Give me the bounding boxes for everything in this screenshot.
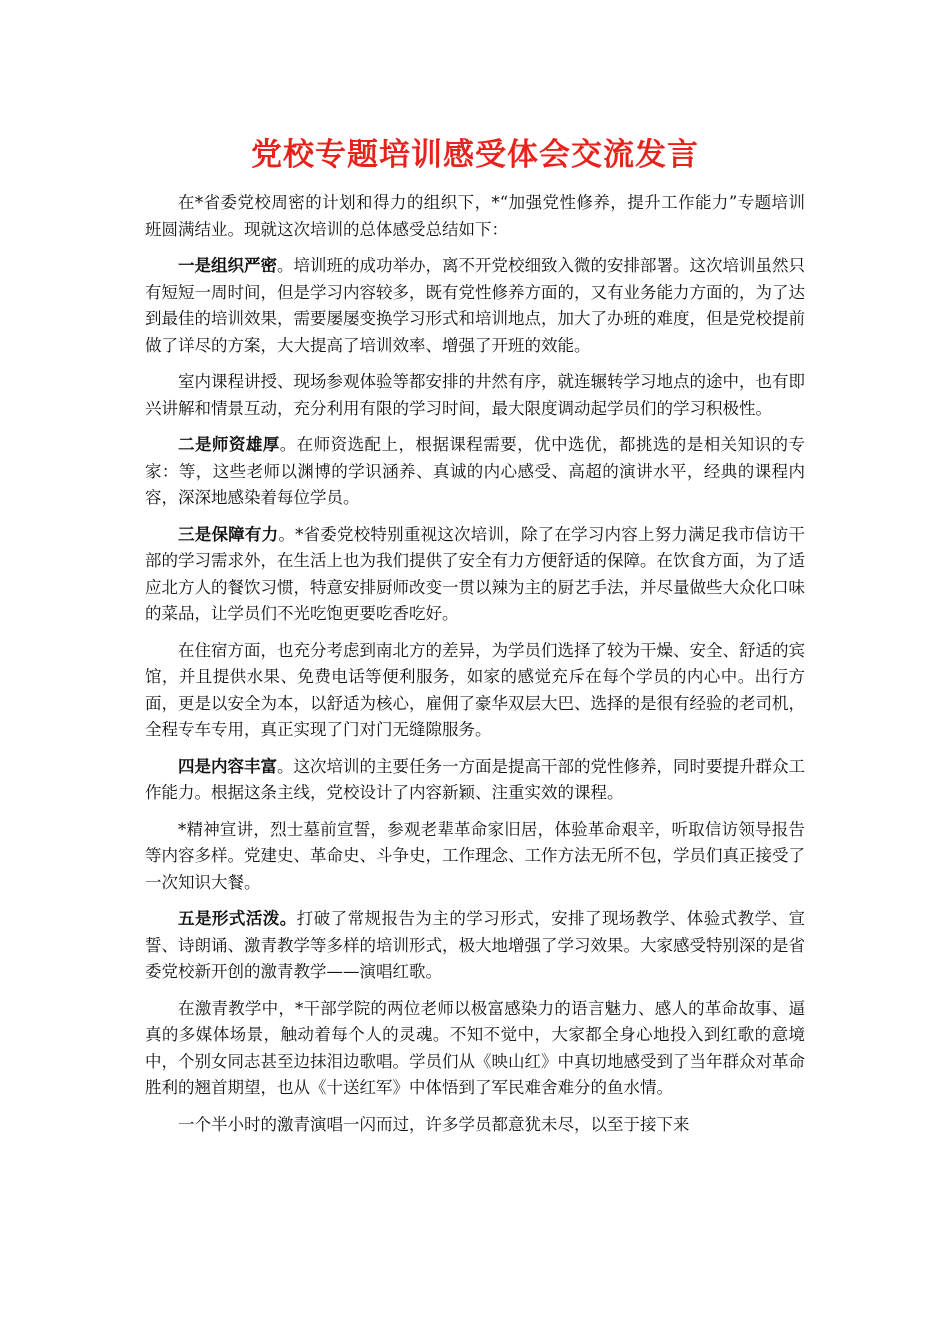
paragraph-lead: 五是形式活泼。 xyxy=(178,909,297,928)
paragraph-text: 。*省委党校特别重视这次培训，除了在学习内容上努力满足我市信访干部的学习需求外，在生活上也为我们提供了安全有力方便舒适的保障。在饮食方面，为了适应北方人的餐饮习惯，特意安排厨师改变一贯以辣为主的厨艺手法，并尽量做些大众化口味的菜品，让学员们不光吃饱更要吃香吃好。 xyxy=(145,524,806,623)
paragraph-text: *精神宣讲，烈士墓前宣誓，参观老辈革命家旧居，体验革命艰辛，听取信访领导报告等内容多样。党建史、革命史、斗争史，工作理念、工作方法无所不包，学员们真正接受了一次知识大餐。 xyxy=(145,819,805,892)
paragraph-content xyxy=(145,754,805,807)
paragraph-format xyxy=(145,906,805,986)
paragraph-text: 。这次培训的主要任务一方面是提高干部的党性修养，同时要提升群众工作能力。根据这条主线，党校设计了内容新颖、注重实效的课程。 xyxy=(145,756,805,802)
paragraph-lead: 一是组织严密 xyxy=(178,256,277,275)
paragraph-text: 在激青教学中，*干部学院的两位老师以极富感染力的语言魅力、感人的革命故事、逼真的多媒体场景，触动着每个人的灵魂。不知不觉中，大家都全身心地投入到红歌的意境中，个别女同志甚至边抹泪边歌唱。学员们从《映山红》中真切地感受到了当年群众对革命胜利的翘首期望，也从《十送红军》中体悟到了军民难舍难分的鱼水情。 xyxy=(145,998,805,1097)
paragraph-text: 。在师资选配上，根据课程需要，优中选优，都挑选的是相关知识的专家：等，这些老师以渊博的学识涵养、真诚的内心感受、高超的演讲水平，经典的课程内容，深深地感染着每位学员。 xyxy=(145,435,805,507)
paragraph-courses xyxy=(145,369,805,422)
paragraph-text: 。培训班的成功举办，离不开党校细致入微的安排部署。这次培训虽然只有短短一周时间，但是学习内容较多，既有党性修养方面的，又有业务能力方面的，为了达到最佳的培训效果，需要屡屡变换学习形式和培训地点，加大了办班的难度，但是党校提前做了详尽的方案，大大提高了培训效率、增强了开班的效能。 xyxy=(145,256,805,355)
paragraph-lead: 二是师资雄厚 xyxy=(178,435,280,454)
document-title: 党校专题培训感受体会交流发言 xyxy=(251,137,699,173)
paragraph-lead: 四是内容丰富 xyxy=(178,756,277,776)
paragraph-content-detail xyxy=(145,817,805,897)
paragraph-intro xyxy=(145,190,805,243)
paragraph-text: 在住宿方面，也充分考虑到南北方的差异，为学员们选择了较为干燥、安全、舒适的宾馆，并且提供水果、免费电话等便利服务，如家的感觉充斥在每个学员的内心中。出行方面，更是以安全为本，以舒适为核心，雇佣了豪华双层大巴、选择的是很有经验的老司机，全程专车专用，真正实现了门对门无缝隙服务。 xyxy=(145,640,805,739)
paragraph-lodging xyxy=(145,638,805,744)
paragraph-organization xyxy=(145,253,805,359)
paragraph-closing xyxy=(145,1112,805,1139)
paragraph-teachers xyxy=(145,432,805,512)
paragraph-text: 室内课程讲授、现场参观体验等都安排的井然有序，就连辗转学习地点的途中，也有即兴讲解和情景互动，充分利用有限的学习时间，最大限度调动起学员们的学习积极性。 xyxy=(145,372,805,418)
paragraph-lead: 三是保障有力 xyxy=(178,524,279,544)
paragraph-text: 打破了常规报告为主的学习形式，安排了现场教学、体验式教学、宣誓、诗朗诵、激青教学等多样的培训形式，极大地增强了学习效果。大家感受特别深的是省委党校新开创的激青教学——演唱红歌。 xyxy=(145,909,806,981)
paragraph-support xyxy=(145,522,805,628)
document-page xyxy=(145,130,805,1148)
paragraph-red-songs xyxy=(145,996,805,1102)
paragraph-text: 在*省委党校周密的计划和得力的组织下，*“加强党性修养，提升工作能力”专题培训班圆满结业。现就这次培训的总体感受总结如下： xyxy=(145,193,805,239)
paragraph-text: 一个半小时的激青演唱一闪而过，许多学员都意犹未尽，以至于接下来 xyxy=(178,1114,690,1134)
